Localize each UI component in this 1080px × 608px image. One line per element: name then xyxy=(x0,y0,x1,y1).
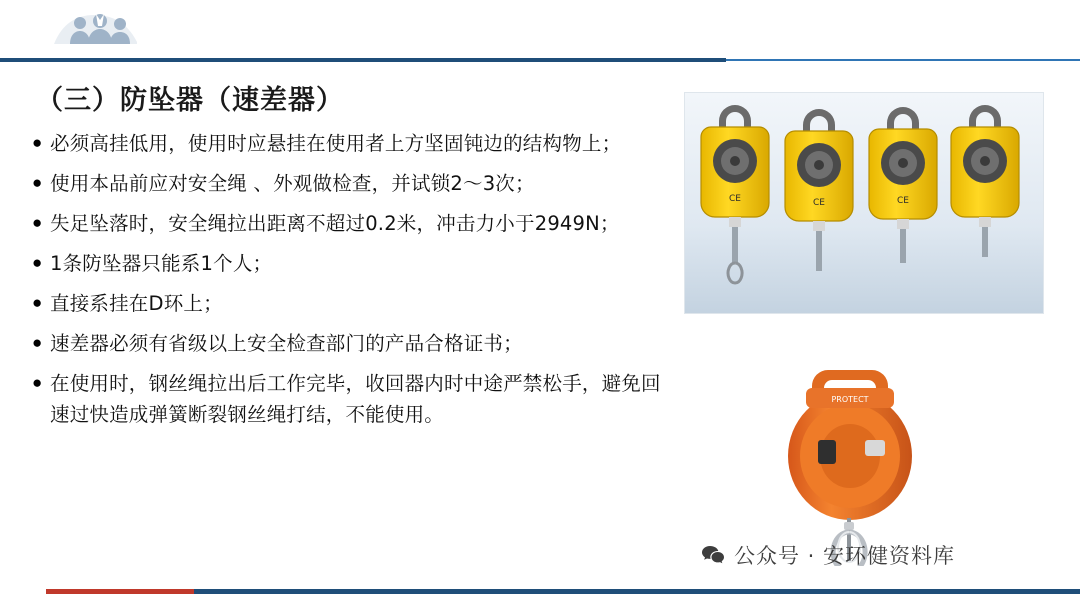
list-item-text: 失足坠落时，安全绳拉出距离不超过0.2米，冲击力小于2949N； xyxy=(50,212,620,235)
page-title: （三）防坠器（速差器） xyxy=(36,85,344,116)
svg-text:CE: CE xyxy=(813,198,825,208)
list-item-text: 1条防坠器只能系1个人； xyxy=(50,252,273,275)
list-item xyxy=(26,128,666,159)
list-item xyxy=(26,288,666,319)
footer-divider-red xyxy=(46,589,194,594)
list-item-text: 使用本品前应对安全绳 、外观做检查，并试锁2～3次； xyxy=(50,172,535,195)
watermark-text: 公众号 · 安环健资料库 xyxy=(734,544,956,568)
bullet-marker-icon: ● xyxy=(32,293,43,312)
list-item xyxy=(26,168,666,199)
bullet-marker-icon: ● xyxy=(32,253,43,272)
bullet-marker-icon: ● xyxy=(32,333,43,352)
header-divider-dark xyxy=(0,58,726,62)
bullet-list xyxy=(26,128,666,439)
list-item xyxy=(26,248,666,279)
watermark xyxy=(700,540,955,570)
wechat-icon xyxy=(700,542,726,568)
header-divider xyxy=(0,58,1080,62)
footer-divider-blue xyxy=(194,589,1080,594)
retractable-lifeline-image xyxy=(700,330,1030,566)
list-item-text: 速差器必须有省级以上安全检查部门的产品合格证书； xyxy=(50,332,523,355)
bullet-marker-icon: ● xyxy=(32,213,43,232)
svg-text:PROTECT: PROTECT xyxy=(831,395,869,404)
list-item xyxy=(26,328,666,359)
bullet-marker-icon: ● xyxy=(32,133,43,152)
list-item xyxy=(26,368,666,430)
svg-text:CE: CE xyxy=(729,194,741,204)
list-item-text: 必须高挂低用，使用时应悬挂在使用者上方坚固钝边的结构物上； xyxy=(50,132,622,155)
list-item-text: 直接系挂在D环上； xyxy=(50,292,223,315)
list-item xyxy=(26,208,666,239)
bullet-marker-icon: ● xyxy=(32,373,43,392)
fall-arrester-row-image xyxy=(684,92,1044,314)
company-logo xyxy=(44,6,152,54)
list-item-text: 在使用时，钢丝绳拉出后工作完毕，收回器内时中途严禁松手，避免回速过快造成弹簧断裂钢丝绳打结，不能使用。 xyxy=(50,372,661,426)
footer-divider xyxy=(0,589,1080,594)
svg-text:CE: CE xyxy=(897,196,909,206)
header-divider-light xyxy=(726,59,1080,61)
bullet-marker-icon: ● xyxy=(32,173,43,192)
